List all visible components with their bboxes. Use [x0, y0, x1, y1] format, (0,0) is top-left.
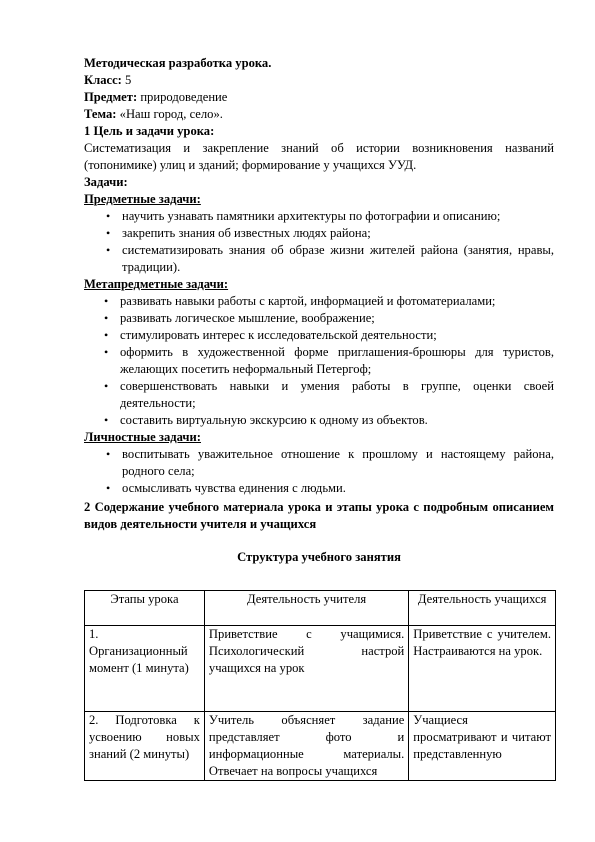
- class-label: Класс:: [84, 73, 122, 87]
- bullet-icon: •: [106, 209, 111, 223]
- class-value: 5: [125, 73, 132, 87]
- lesson-structure-table: [84, 590, 556, 781]
- list-item: • совершенствовать навыки и умения работы в группе, оценки своей деятельности;: [104, 379, 554, 410]
- table-cell: 2. Подготовка к усвоению новых знаний (2 минуты): [85, 712, 205, 781]
- table-row: [85, 626, 556, 712]
- bullet-icon: •: [104, 379, 109, 393]
- bullet-icon: •: [104, 345, 109, 359]
- goal-text-line-2: (топонимике) улиц и зданий; формирование у учащихся УУД.: [84, 158, 417, 172]
- list-item: • закрепить знания об известных людях района;: [106, 226, 371, 240]
- bullet-icon: •: [104, 328, 109, 342]
- meta-tasks-list: [84, 293, 554, 429]
- topic-label: Тема:: [84, 107, 117, 121]
- bullet-icon: •: [104, 311, 109, 325]
- personal-tasks-heading: Личностные задачи:: [84, 430, 201, 444]
- table-cell: 1. Организационный момент (1 минута): [85, 626, 205, 712]
- subject-value: природоведение: [140, 90, 228, 104]
- bullet-icon: •: [104, 294, 109, 308]
- list-item: • оформить в художественной форме приглашения-брошюры для туристов, желающих посетить неформальный Петергоф;: [104, 345, 554, 376]
- goal-heading: 1 Цель и задачи урока:: [84, 124, 215, 138]
- table-cell: Учитель объясняет задание представляет фото и информационные материалы. Отвечает на вопросы учащихся: [204, 712, 408, 781]
- list-item: • развивать навыки работы с картой, информацией и фотоматериалами;: [104, 294, 496, 308]
- subject-tasks-heading: Предметные задачи:: [84, 192, 201, 206]
- section-2-heading: 2 Содержание учебного материала урока и этапы урока с подробным описанием видов деятельности учителя и учащихся: [84, 500, 554, 531]
- table-row: [85, 712, 556, 781]
- bullet-icon: •: [106, 481, 111, 495]
- meta-tasks-heading: Метапредметные задачи:: [84, 277, 229, 291]
- bullet-icon: •: [106, 447, 111, 461]
- topic-line: [84, 106, 554, 123]
- bullet-icon: •: [104, 413, 109, 427]
- document-title: Методическая разработка урока.: [84, 56, 272, 70]
- tasks-label: Задачи:: [84, 175, 128, 189]
- table-cell: Учащиеся просматривают и читают представленную: [409, 712, 556, 781]
- column-header-stages: Этапы урока: [85, 591, 205, 626]
- table-cell: Приветствие с учителем. Настраиваются на урок.: [409, 626, 556, 712]
- list-item: • воспитывать уважительное отношение к прошлому и настоящему района, родного села;: [106, 447, 554, 478]
- personal-tasks-list: [84, 446, 554, 497]
- table-cell: Приветствие с учащимися. Психологический настрой учащихся на урок: [204, 626, 408, 712]
- table-header-row: [85, 591, 556, 626]
- bullet-icon: •: [106, 243, 111, 257]
- column-header-students: Деятельность учащихся: [409, 591, 556, 626]
- list-item: • осмысливать чувства единения с людьми.: [106, 481, 346, 495]
- list-item: • систематизировать знания об образе жизни жителей района (занятия, нравы, традиции).: [106, 243, 554, 274]
- subject-tasks-list: [84, 208, 554, 276]
- list-item: • научить узнавать памятники архитектуры по фотографии и описанию;: [106, 209, 501, 223]
- document-page: [84, 55, 554, 567]
- list-item: • стимулировать интерес к исследовательской деятельности;: [104, 328, 437, 342]
- goal-text-line-1: Систематизация и закрепление знаний об истории возникновения названий: [84, 141, 554, 155]
- list-item: • развивать логическое мышление, воображение;: [104, 311, 375, 325]
- subject-label: Предмет:: [84, 90, 138, 104]
- topic-value: «Наш город, село».: [119, 107, 223, 121]
- column-header-teacher: Деятельность учителя: [204, 591, 408, 626]
- table-caption: Структура учебного занятия: [237, 550, 401, 564]
- list-item: • составить виртуальную экскурсию к одному из объектов.: [104, 413, 428, 427]
- subject-line: [84, 89, 554, 106]
- bullet-icon: •: [106, 226, 111, 240]
- class-line: [84, 72, 554, 89]
